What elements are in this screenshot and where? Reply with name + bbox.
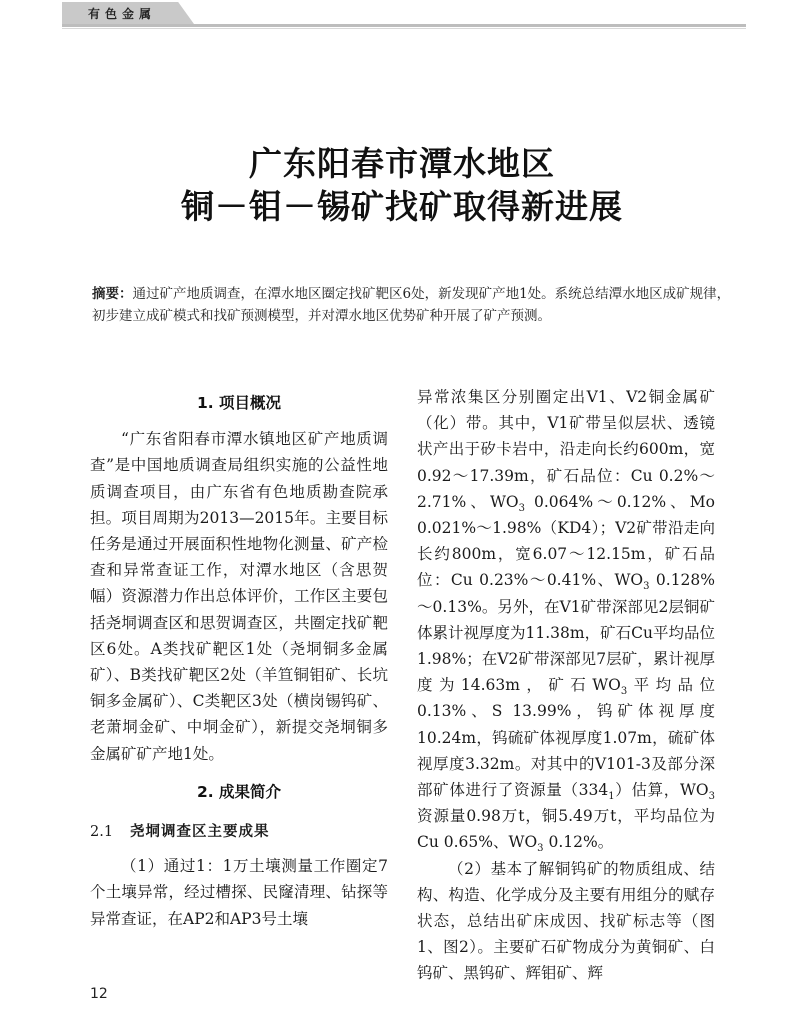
section-1-heading: 1. 项目概况 [196, 394, 282, 412]
page-number: 12 [90, 986, 108, 1002]
abstract-text: 通过矿产地质调查，在潭水地区圈定找矿靶区6处，新发现矿产地1处。系统总结潭水地区成矿规律，初步建立成矿模式和找矿预测模型，并对潭水地区优势矿种开展了矿产预测。 [92, 286, 731, 324]
subsection-title: 尧垌调查区主要成果 [130, 823, 270, 841]
text-run: 平均品位0.13%、S 13.99%，钨矿体视厚度10.24m，钨硫矿体视厚度1.07m，硫矿体视厚度3.32m。对其中的V101-3及部分深部矿体进行了资源量（334 [417, 676, 715, 800]
section-2-heading: 2. 成果简介 [196, 782, 282, 801]
text-run: 0.064%～0.12%、Mo 0.021%～1.98%（KD4）；V2矿带沿走向长约800m，宽6.07～12.15m，矿石品位：Cu 0.23%～0.41%、WO [417, 492, 715, 590]
header-rule [62, 24, 746, 27]
subscript: 3 [708, 791, 715, 803]
right-column [417, 384, 715, 987]
text-run: 异常浓集区分别圈定出V1、V2铜金属矿（化）带。其中，V1矿带呈似层状、透镜状产出于矽卡岩中，沿走向长约600m，宽0.92～17.39m，矿石品位：Cu 0.2%～2.71%、WO [417, 388, 715, 511]
paragraph-1-start: （1）通过1：1万土壤测量工作圈定7个土壤异常，经过槽探、民窿清理、钻探等异常查证，在AP2和AP3号土壤 [90, 857, 388, 928]
subscript: 3 [620, 686, 628, 698]
left-column [90, 390, 388, 932]
subscript: 1 [608, 791, 615, 803]
paragraph-2: （2）基本了解铜钨矿的物质组成、结构、构造、化学成分及主要有用组分的赋存状态，总结出矿床成因、找矿标志等（图1、图2）。主要矿石矿物成分为黄铜矿、白钨矿、黑钨矿、辉钼矿、辉 [417, 859, 715, 983]
article-title-line2: 铜－钼－锡矿找矿取得新进展 [181, 187, 623, 226]
abstract-label: 摘要： [92, 286, 133, 302]
subscript: 3 [643, 581, 650, 593]
running-header [0, 0, 804, 28]
subsection-number: 2.1 [90, 824, 114, 841]
subsection-2-1-heading [90, 819, 388, 845]
article-title-line1: 广东阳春市潭水地区 [249, 144, 555, 183]
header-rule-thin [62, 28, 746, 29]
text-run: 0.128%～0.13%。另外，在V1矿带深部见2层铜矿体累计视厚度为11.38m，矿石Cu平均品位1.98%；在V2矿带深部见7层矿，累计视厚度为14.63m，矿石WO [417, 571, 716, 695]
text-run: 资源量0.98万t，铜5.49万t，平均品位为Cu 0.65%、WO [417, 807, 715, 852]
subscript: 3 [537, 843, 544, 855]
text-run: 0.12%。 [543, 833, 614, 852]
journal-name: 有色金属 [88, 7, 157, 21]
section-1-paragraph: “广东省阳春市潭水镇地区矿产地质调查”是中国地质调查局组织实施的公益性地质调查项目，由广东省有色地质勘查院承担。项目周期为2013—2015年。主要目标任务是通过开展面积性地物化测量、矿产检查和异常查证工作，对潭水地区（含思贺幅）资源潜力作出总体评价，工作区主要包括尧垌调查区和思贺调查区，共圈定找矿靶区6处。A类找矿靶区1处（尧垌铜多金属矿）、B类找矿靶区2处（羊笪铜钼矿、长坑铜多金属矿）、C类靶区3处（横岗锡钨矿、老萧垌金矿、中垌金矿），新提交尧垌铜多金属矿矿产地1处。 [90, 430, 388, 763]
paragraph-1-continued [417, 384, 715, 856]
subscript: 3 [518, 502, 525, 514]
text-run: ）估算，WO [614, 781, 709, 800]
abstract [92, 283, 732, 327]
